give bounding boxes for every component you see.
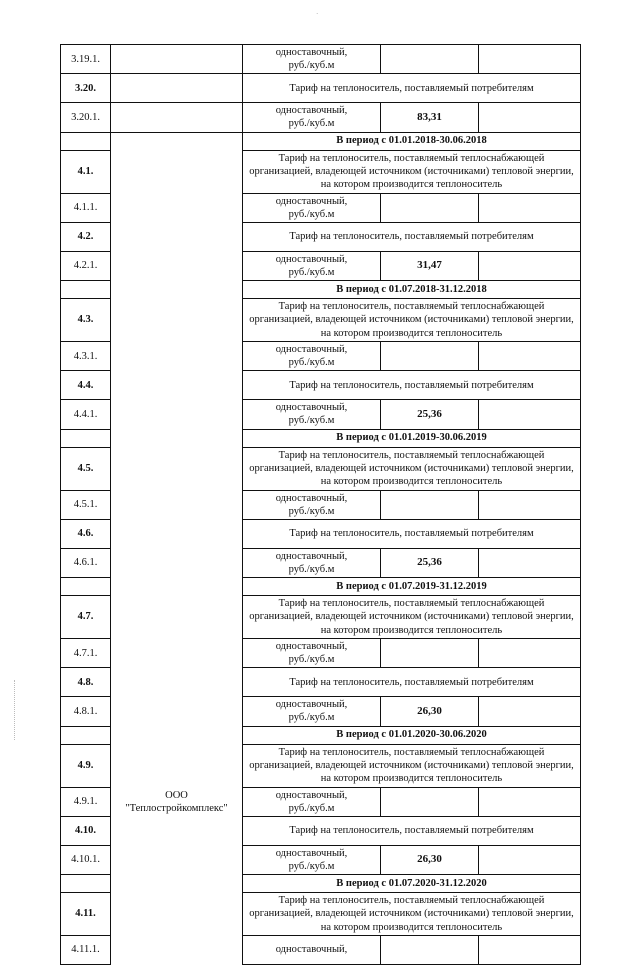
period-heading: В период с 01.01.2019-30.06.2019 <box>243 429 581 447</box>
table-row <box>61 893 581 936</box>
tariff-description: Тариф на теплоноситель, поставляемый теплоснабжающей организацией, владеющей источником (источниками) тепловой энергии, на котором производится теплоноситель <box>243 596 581 639</box>
tariff-value: 26,30 <box>381 697 479 726</box>
row-number: 4.11. <box>61 893 111 936</box>
tariff-description: Тариф на теплоноситель, поставляемый потребителям <box>243 222 581 251</box>
unit-cell <box>243 845 381 874</box>
period-heading: В период с 01.01.2020-30.06.2020 <box>243 726 581 744</box>
table-row <box>61 429 581 447</box>
organization-column-cell <box>111 936 243 965</box>
table-row <box>61 726 581 744</box>
unit-type: одноставочный, <box>275 847 348 859</box>
empty-cell <box>479 548 581 577</box>
unit-measure: руб./куб.м <box>288 802 335 814</box>
organization-column-cell <box>111 281 243 299</box>
organization-column-cell <box>111 429 243 447</box>
row-number: 4.10.1. <box>61 845 111 874</box>
margin-mark <box>14 680 17 740</box>
row-number: 4.2. <box>61 222 111 251</box>
page-mark: · <box>316 10 319 18</box>
unit-type: одноставочный, <box>275 944 348 956</box>
row-number: 4.1.1. <box>61 193 111 222</box>
organization-column-cell <box>111 150 243 193</box>
empty-cell <box>479 103 581 132</box>
organization-column-cell <box>111 45 243 74</box>
period-heading: В период с 01.07.2019-31.12.2019 <box>243 578 581 596</box>
unit-cell <box>243 490 381 519</box>
organization-line1: ООО <box>165 789 188 801</box>
empty-cell <box>479 400 581 429</box>
table-row <box>61 697 581 726</box>
unit-measure: руб./куб.м <box>288 415 335 427</box>
row-number: 4.9. <box>61 744 111 787</box>
organization-column-cell <box>111 74 243 103</box>
row-number <box>61 726 111 744</box>
unit-cell <box>243 548 381 577</box>
tariff-value <box>381 936 479 965</box>
row-number: 4.8.1. <box>61 697 111 726</box>
tariff-value <box>381 490 479 519</box>
organization-column-cell <box>111 519 243 548</box>
empty-cell <box>479 490 581 519</box>
tariff-value <box>381 639 479 668</box>
unit-type: одноставочный, <box>275 195 348 207</box>
organization-column-cell <box>111 548 243 577</box>
row-number: 4.3. <box>61 299 111 342</box>
table-row <box>61 74 581 103</box>
table-row <box>61 639 581 668</box>
table-row <box>61 299 581 342</box>
tariff-description: Тариф на теплоноситель, поставляемый потребителям <box>243 668 581 697</box>
tariff-description: Тариф на теплоноситель, поставляемый потребителям <box>243 519 581 548</box>
table-row <box>61 519 581 548</box>
row-number: 4.11.1. <box>61 936 111 965</box>
table-row <box>61 103 581 132</box>
unit-measure: руб./куб.м <box>288 208 335 220</box>
tariff-table <box>60 44 581 965</box>
unit-measure: руб./куб.м <box>288 118 335 130</box>
table-row <box>61 45 581 74</box>
row-number: 4.5. <box>61 447 111 490</box>
organization-column-cell <box>111 726 243 744</box>
row-number <box>61 578 111 596</box>
row-number: 4.8. <box>61 668 111 697</box>
empty-cell <box>479 845 581 874</box>
unit-measure: руб./куб.м <box>288 357 335 369</box>
empty-cell <box>479 639 581 668</box>
unit-cell <box>243 400 381 429</box>
row-number: 4.4.1. <box>61 400 111 429</box>
row-number: 4.7.1. <box>61 639 111 668</box>
tariff-description: Тариф на теплоноситель, поставляемый потребителям <box>243 816 581 845</box>
tariff-description: Тариф на теплоноситель, поставляемый потребителям <box>243 74 581 103</box>
row-number: 4.6. <box>61 519 111 548</box>
tariff-value: 31,47 <box>381 251 479 280</box>
unit-cell <box>243 45 381 74</box>
unit-measure: руб./куб.м <box>288 654 335 666</box>
unit-type: одноставочный, <box>275 105 348 117</box>
tariff-value <box>381 193 479 222</box>
table-row <box>61 447 581 490</box>
unit-type: одноставочный, <box>275 344 348 355</box>
organization-column-cell <box>111 299 243 342</box>
row-number <box>61 132 111 150</box>
tariff-value <box>381 787 479 816</box>
tariff-value <box>381 45 479 74</box>
table-row <box>61 490 581 519</box>
empty-cell <box>479 936 581 965</box>
row-number: 3.20.1. <box>61 103 111 132</box>
organization-column-cell <box>111 578 243 596</box>
row-number: 4.2.1. <box>61 251 111 280</box>
organization-column-cell <box>111 400 243 429</box>
tariff-table-body <box>61 45 581 965</box>
unit-measure: руб./куб.м <box>288 266 335 278</box>
organization-column-cell <box>111 697 243 726</box>
unit-cell <box>243 193 381 222</box>
organization-column-cell <box>111 875 243 893</box>
tariff-value: 26,30 <box>381 845 479 874</box>
organization-column-cell <box>111 490 243 519</box>
table-row <box>61 875 581 893</box>
table-row <box>61 222 581 251</box>
tariff-description: Тариф на теплоноситель, поставляемый теплоснабжающей организацией, владеющей источником (источниками) тепловой энергии, на котором производится теплоноситель <box>243 299 581 342</box>
unit-cell <box>243 103 381 132</box>
unit-cell <box>243 251 381 280</box>
organization-column-cell <box>111 816 243 845</box>
organization-cell <box>111 787 243 816</box>
table-row <box>61 132 581 150</box>
unit-type: одноставочный, <box>275 789 348 801</box>
table-row <box>61 548 581 577</box>
empty-cell <box>479 342 581 371</box>
empty-cell <box>479 193 581 222</box>
organization-column-cell <box>111 845 243 874</box>
table-row <box>61 281 581 299</box>
unit-type: одноставочный, <box>275 699 348 711</box>
row-number <box>61 875 111 893</box>
row-number <box>61 429 111 447</box>
unit-measure: руб./куб.м <box>288 712 335 724</box>
table-row <box>61 936 581 965</box>
row-number: 4.1. <box>61 150 111 193</box>
unit-type: одноставочный, <box>275 641 348 652</box>
organization-name: "Теплостройкомплекс" <box>125 802 228 814</box>
table-row <box>61 193 581 222</box>
tariff-value: 83,31 <box>381 103 479 132</box>
row-number <box>61 281 111 299</box>
tariff-value: 25,36 <box>381 400 479 429</box>
organization-column-cell <box>111 132 243 150</box>
tariff-description: Тариф на теплоноситель, поставляемый потребителям <box>243 371 581 400</box>
unit-type: одноставочный, <box>275 402 348 414</box>
tariff-description: Тариф на теплоноситель, поставляемый теплоснабжающей организацией, владеющей источником (источниками) тепловой энергии, на котором производится теплоноситель <box>243 893 581 936</box>
empty-cell <box>479 697 581 726</box>
table-row <box>61 845 581 874</box>
unit-cell <box>243 697 381 726</box>
unit-cell <box>243 936 381 965</box>
unit-type: одноставочный, <box>275 550 348 562</box>
table-row <box>61 816 581 845</box>
tariff-description: Тариф на теплоноситель, поставляемый теплоснабжающей организацией, владеющей источником (источниками) тепловой энергии, на котором производится теплоноситель <box>243 150 581 193</box>
row-number: 4.7. <box>61 596 111 639</box>
organization-column-cell <box>111 668 243 697</box>
organization-column-cell <box>111 596 243 639</box>
table-row <box>61 578 581 596</box>
row-number: 4.4. <box>61 371 111 400</box>
table-row <box>61 150 581 193</box>
tariff-description: Тариф на теплоноситель, поставляемый теплоснабжающей организацией, владеющей источником (источниками) тепловой энергии, на котором производится теплоноситель <box>243 447 581 490</box>
period-heading: В период с 01.07.2020-31.12.2020 <box>243 875 581 893</box>
unit-cell <box>243 787 381 816</box>
organization-column-cell <box>111 639 243 668</box>
row-number: 3.20. <box>61 74 111 103</box>
tariff-description: Тариф на теплоноситель, поставляемый теплоснабжающей организацией, владеющей источником (источниками) тепловой энергии, на котором производится теплоноситель <box>243 744 581 787</box>
unit-measure: руб./куб.м <box>288 860 335 872</box>
unit-type: одноставочный, <box>275 492 348 504</box>
row-number: 4.5.1. <box>61 490 111 519</box>
organization-column-cell <box>111 447 243 490</box>
empty-cell <box>479 251 581 280</box>
unit-measure: руб./куб.м <box>288 563 335 575</box>
organization-column-cell <box>111 103 243 132</box>
organization-column-cell <box>111 371 243 400</box>
unit-measure: руб./куб.м <box>288 60 335 72</box>
table-row <box>61 787 581 816</box>
unit-cell <box>243 639 381 668</box>
unit-cell <box>243 342 381 371</box>
period-heading: В период с 01.01.2018-30.06.2018 <box>243 132 581 150</box>
tariff-value <box>381 342 479 371</box>
empty-cell <box>479 787 581 816</box>
table-row <box>61 400 581 429</box>
table-row <box>61 668 581 697</box>
period-heading: В период с 01.07.2018-31.12.2018 <box>243 281 581 299</box>
table-row <box>61 251 581 280</box>
row-number: 4.9.1. <box>61 787 111 816</box>
table-row <box>61 371 581 400</box>
empty-cell <box>479 45 581 74</box>
organization-column-cell <box>111 251 243 280</box>
organization-column-cell <box>111 222 243 251</box>
table-row <box>61 744 581 787</box>
row-number: 4.3.1. <box>61 342 111 371</box>
organization-column-cell <box>111 342 243 371</box>
organization-column-cell <box>111 744 243 787</box>
row-number: 3.19.1. <box>61 45 111 74</box>
organization-column-cell <box>111 893 243 936</box>
unit-measure: руб./куб.м <box>288 505 335 517</box>
tariff-value: 25,36 <box>381 548 479 577</box>
unit-type: одноставочный, <box>275 47 348 58</box>
row-number: 4.10. <box>61 816 111 845</box>
row-number: 4.6.1. <box>61 548 111 577</box>
organization-column-cell <box>111 193 243 222</box>
table-row <box>61 596 581 639</box>
table-row <box>61 342 581 371</box>
unit-type: одноставочный, <box>275 253 348 265</box>
